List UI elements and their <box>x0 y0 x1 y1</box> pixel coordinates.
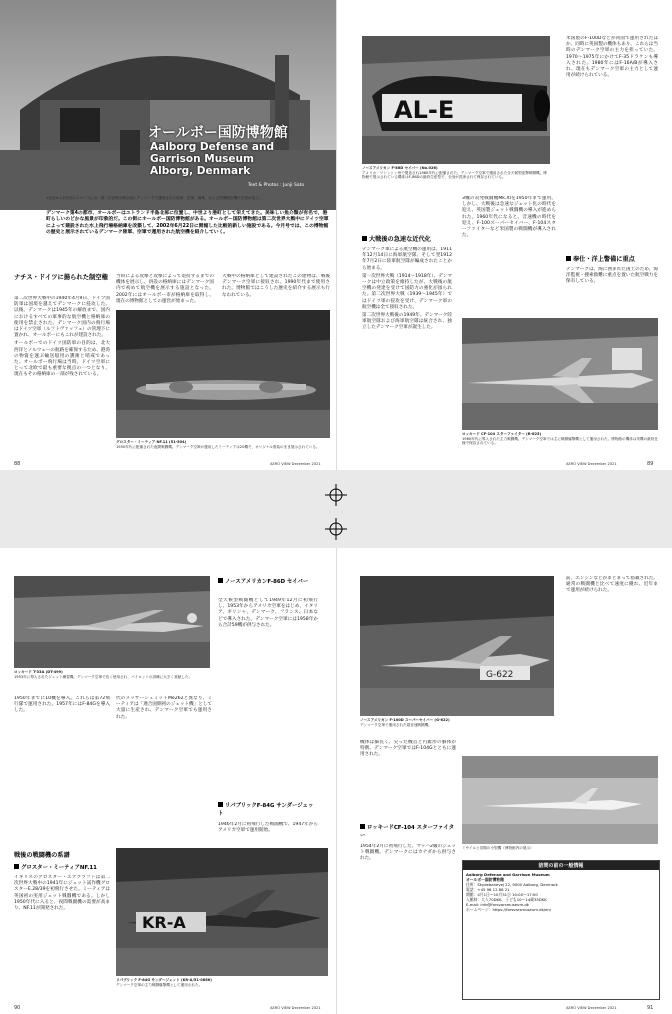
caption-title: グロスター・ミーティア NF.11 (51-504) <box>116 440 187 444</box>
article-title-english-2: Garrison Museum <box>150 153 254 165</box>
column-body-1: 1950年までに10機を導入。これらは第72飛行隊で運用された。1957年にはF-84Gを導入した。 <box>14 696 110 714</box>
caption-hangar: 1台目から2台目のスペースには、第二次世界大戦以前にデンマークで運用された陸軍、空軍、海軍、および民間航空機の主役が並ぶ。 <box>46 196 263 200</box>
article-lead: デンマーク第4の都市、オールボーはユトランド半島北部に位置し、中世より港町として栄えてきた。美味しい魚介類が有名で、港町らしいのどかな風景が印象的だ。この街にオールボー国防博物館がある。オールボー国防博物館は第二次世界大戦中にドイツ空軍によって建設された水上飛行場格納庫を改築して、2002年6月22日に開館した比較的新しい施設である。今月号では、この博物館の歴史と展示されているデンマーク陸軍、空軍で運用された航空機を紹介していく。 <box>46 211 329 235</box>
section-heading-f86d: ノースアメリカンF-86D セイバー <box>218 578 318 596</box>
paragraph: 第二次世界大戦中の1940年4月9日、ドイツ国防軍は国境を越えてデンマークに侵攻した。以後、デンマークは1945年の解放まで、国内におけるすべての軍事的な航空機と格納庫の使用を禁止された。デンマーク国内の飛行場はドイツ空軍（ルフトヴァッフェ）の管理下に置かれ、オールボーにもこれが建設された。 <box>14 296 110 339</box>
visitor-info-box <box>462 860 660 1000</box>
info-line: 住所：Skydebanevej 22, 9000 Aalborg, Denmark <box>466 882 558 887</box>
f104-illustration <box>462 318 658 430</box>
info-line: オールボー国防博物館 <box>466 877 504 882</box>
meteor-illustration <box>116 310 330 438</box>
column-body-2: 当時による攻撃と攻撃によって退役するまでの機体を展示し、併設の格納庫にはデンマーク国内で初めて航空機を展示する施設となった。2002年にはオールボー市が格納庫を取得し、現在の博物館としての運営が始まった。 <box>116 274 214 304</box>
spread-bottom <box>0 548 672 1014</box>
paragraph: 第二次世界大戦後の1949年、デンマーク陸軍航空隊および海軍航空隊は統合され、独立したデンマーク空軍が誕生した。 <box>362 313 452 331</box>
column-body-5-bottom: 機体は細長く、尖った機首と円錐形の胴体が特徴。デンマーク空軍ではF-104Gとともに運用された。 <box>360 740 456 758</box>
article-title-english-1: Aalborg Defense and <box>150 141 274 153</box>
paragraph: デンマーク軍による航空機の運用は、1911年12月14日に海軍航空隊、そして翌1912年7月2日に陸軍航空隊が編成されたことから始まる。 <box>362 247 452 271</box>
info-line: Aalborg Defense and Garrison Museum <box>466 872 550 877</box>
gutter <box>336 0 337 470</box>
missile-illustration <box>462 756 658 844</box>
spread-top <box>0 0 672 470</box>
f100-illustration <box>360 576 554 716</box>
section-heading-nazi: ナチス・ドイツに揚られた制空権 <box>14 274 108 281</box>
folio-label-left: AERO VIEW December 2021 <box>270 462 321 466</box>
caption-title: ノースアメリカン F-86D セイバー (No.026) <box>362 166 438 170</box>
hero-photo-hangar <box>0 0 336 210</box>
caption-title: ロッキード T-33A (DT-499) <box>14 670 63 674</box>
photo-credit: Text & Photos : Junji Sato <box>248 183 305 188</box>
caption-sabre-top <box>362 166 550 192</box>
svg-text:AL-E: AL-E <box>394 96 455 124</box>
paragraph: オールボーでのドイツ国防軍の目的は、北大西洋とノルウェーの航路を確保するため、港湾の物資を運ぶ輸送船団の護衛と哨戒であった。オールボー飛行場は当時、ドイツ空軍にとって北欧で最も重要な拠点の一つとなり、現在もその格納庫の一部が残されている。 <box>14 341 110 378</box>
section-heading-maritime: 奉仕・洋上警備に重点 <box>566 256 658 264</box>
section-heading-modernization: 大戦後の急速な近代化 <box>362 236 452 244</box>
column-body-6: 米国製のF-100Dなどが同国で運用されたほか、同時に英国製の機体もあり、これらは当時のデンマーク空軍の主力を担っていた。1970〜1975年にかけてF-35ドラケンも導入された。1980年にはF-16A/Bが導入され、現在もデンマーク空軍の主力として運用が続けられている。 <box>566 36 658 79</box>
page-number-right-bottom: 91 <box>647 1005 654 1011</box>
sabre-illustration <box>362 36 550 164</box>
column-body-2-bottom: 代のメッサーシュミットMe262と異なり、ミーティアは「連合国側初のジェット機」として大量に生産され、デンマーク空軍でも運用された。 <box>116 696 212 720</box>
registration-mark-bottom <box>325 518 347 540</box>
caption-t33 <box>14 670 210 692</box>
column-body-6-bottom: 前、エンジンなどがまとまって搭載された。通常の戦闘機と比べて速度に優れ、近年まで運用が続けられた。 <box>566 576 658 594</box>
section-heading-postwar: 戦後の戦闘機の系譜 <box>14 852 70 859</box>
photo-sabre-ale <box>362 36 550 164</box>
section-body-maritime: デンマークは、海に囲まれた国土のため、海洋監視・捜索救難に重点を置いた航空戦力を保有している。 <box>566 267 658 285</box>
folio-label-right-bottom: AERO VIEW December 2021 <box>566 1006 617 1010</box>
article-title-japanese: オールボー国防博物館 <box>148 125 288 141</box>
info-line: ホームページ：https://forsvarsmuseum.dk/en/ <box>466 907 552 912</box>
photo-t33 <box>14 576 210 668</box>
caption-detail: 1950年代に配備された夜間戦闘機。デンマーク空軍が運用したミーティアは20機で、オリジナル塗装のまま展示されている。 <box>116 444 320 449</box>
caption-detail: 1953年に導入されたジェット練習機。デンマーク空軍で長く使用され、パイロットの訓練に大きく貢献した。 <box>14 674 193 679</box>
section-body-f84g: 1946年2月に初飛行した戦闘機で、1947年からアメリカ空軍で運用開始。 <box>218 822 318 834</box>
section-heading-cf104: ロッキードCF-104 スターファイター <box>360 824 456 842</box>
info-box-title: 訪問の前の一般情報 <box>463 861 659 870</box>
section-body-cf104: 1954年2月に初飛行した、マッハ2級のジェット戦闘機。デンマークにはカナダから供与された。 <box>360 844 456 862</box>
photo-missile <box>462 756 658 844</box>
section-subheading-meteor: グロスター・ミーティアNF.11 <box>14 864 110 872</box>
svg-text:KR-A: KR-A <box>142 913 186 932</box>
page-number-left: 88 <box>14 461 21 467</box>
folio-label-left-bottom: AERO VIEW December 2021 <box>270 1006 321 1010</box>
page-number-right: 89 <box>647 461 654 467</box>
section-heading-f84g: リパブリックF-84G サンダージェット <box>218 802 318 820</box>
caption-f84 <box>116 978 328 996</box>
section-body-modernization <box>362 247 452 450</box>
hangar-illustration <box>0 0 336 210</box>
column-body-3: 大戦中の格納庫として建設されたこの建物は、戦後デンマーク空軍に接収され、1990年代まで使用された。博物館ではこうした歴史を紹介する展示も行なわれている。 <box>222 274 330 298</box>
registration-mark-top <box>325 484 347 506</box>
caption-title: リパブリック F-84G サンダージェット (KR-A/51-0866) <box>116 978 212 982</box>
caption-detail: アメリカ・ワシントン州で製造され1960年代に配備された。デンマーク空軍で運用された全天候型迎撃戦闘機。博物館で展示されている機体はF-86Dの最終生産型で、全身が洗浄されて保存されている。 <box>362 170 547 180</box>
f84g-illustration <box>116 848 328 976</box>
caption-title: ノースアメリカン F-100D スーパーセイバー (G-622) <box>360 718 450 722</box>
info-box-body <box>463 870 659 914</box>
caption-missile: ミサイルと初期の小型機（博物館内の展示） <box>462 846 534 850</box>
info-line: 電話：+45 98 12 88 21 <box>466 887 510 892</box>
info-line: 開館：4月1日〜10月31日 10:00〜17:00 <box>466 892 538 897</box>
caption-detail: 1960年代に導入された主力戦闘機。デンマーク空軍では主に戦闘爆撃機として運用された。博物館の機体は実機の最終仕様で保存されている。 <box>462 436 658 446</box>
caption-detail: デンマーク空軍の主力戦闘爆撃機として運用された。 <box>116 982 203 987</box>
photo-f100 <box>360 576 554 716</box>
photo-f84g <box>116 848 328 976</box>
folio-label-right: AERO VIEW December 2021 <box>566 462 617 466</box>
caption-detail: デンマーク空軍で運用された超音速戦闘機。 <box>360 722 432 727</box>
section-body-postwar: イギリスのグロスター・エアクラフトは第二次世界大戦中の1941年にジェット試作機グロスターE.28/39を初飛行させた。ミーティアは英国初の実用ジェット戦闘機である。しかし1950年代に入ると、夜間戦闘機の需要が高まり、NF.11が開発された。 <box>14 875 110 912</box>
photo-f104 <box>462 318 658 430</box>
t33-illustration <box>14 576 210 668</box>
info-line: 入館料：大人70DKK、子ども10〜14歳35DKK <box>466 897 547 902</box>
paragraph: 第一次世界大戦（1914〜1918年）、デンマークは中立政策を維持したが、大戦後の航空機の発達を受けて国防力の強化が図られた。第二次世界大戦（1939〜1945年）ではドイツ軍の侵攻を受け、デンマーク軍の航空機は全て接収された。 <box>362 273 452 310</box>
column-body-5: 3機の双発戦闘機Mk.XIを1950年まで運用。しかし、大戦後は急速なジェット化の時代を迎え、英国製ジェット戦闘機の導入が進められた。1960年代になると、音速機の時代を迎え、F-100スーパーセイバー、F-104スターファイターなど米国製の戦闘機が導入された。 <box>462 196 556 239</box>
section-body-nazi <box>14 296 110 456</box>
svg-text:G-622: G-622 <box>486 670 514 680</box>
photo-meteor <box>116 310 330 438</box>
page-number-left-bottom: 90 <box>14 1005 21 1011</box>
caption-f104 <box>462 432 658 456</box>
section-body-f86d: 全天候型戦闘機として1949年12月に初飛行し、1953年からアメリカ空軍をはじめ、イタリア、ギリシャ、デンマーク、フランス、日本などで導入された。デンマーク空軍には1958年から合計59機が供与された。 <box>218 598 318 628</box>
caption-title: ロッキード CF-104 スターファイター (R-825) <box>462 432 542 436</box>
info-line: E-mail: info@forsvarsmuseum.dk <box>466 902 529 907</box>
caption-meteor <box>116 440 330 458</box>
caption-f100 <box>360 718 554 736</box>
gutter-bottom <box>336 548 337 1014</box>
article-title-english-3: Alborg, Denmark <box>150 165 251 177</box>
